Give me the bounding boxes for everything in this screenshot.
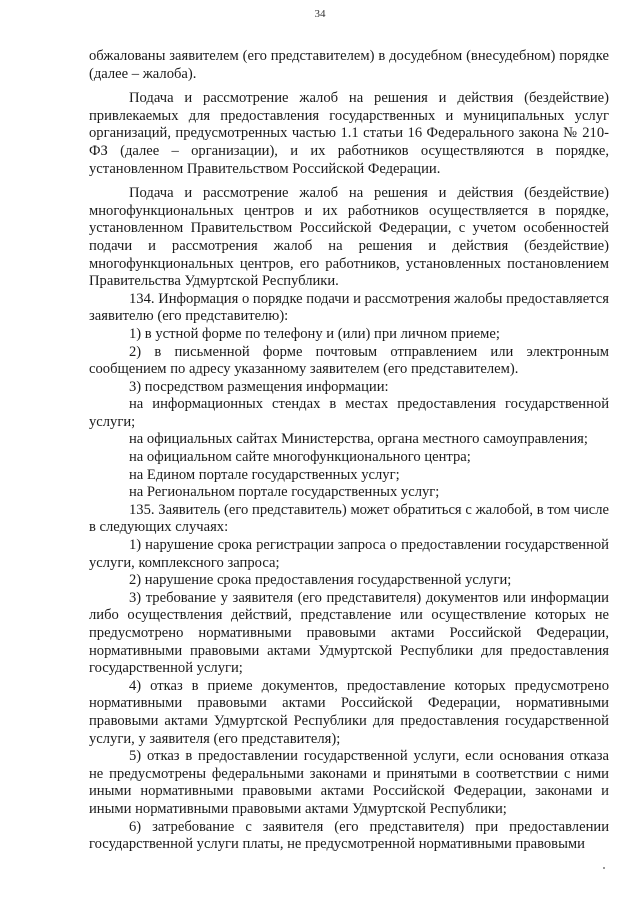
- clause-135: 135. Заявитель (его представитель) может обратиться с жалобой, в том числе в следующих случаях:: [89, 501, 609, 536]
- scan-speck: [603, 867, 605, 869]
- paragraph-mfc-complaints: Подача и рассмотрение жалоб на решения и действия (бездействие) многофункциональных центров и их работников осуществляется в порядке, установленном Правительством Российской Федерации, с учетом особенностей подачи и рассмотрения жалоб на решения и действия (бездействие) многофункциональных центров, его работников, установленных постановлением Правительства Удмуртской Республики.: [89, 185, 609, 290]
- clause-135-item-4: 4) отказ в приеме документов, предоставление которых предусмотрено нормативными правовыми актами Российской Федерации, нормативными правовыми актами Удмуртской Республики для предоставления государственной услуги, у заявителя (его представителя);: [89, 677, 609, 747]
- mfc-site-line: на официальном сайте многофункционального центра;: [129, 449, 471, 466]
- clause-135-item-5: 5) отказ в предоставлении государственной услуги, если основания отказа не предусмотрены федеральными законами и принятыми в соответствии с ними иными нормативными правовыми актами Российской Федерации, законами и иными нормативными правовыми актами Удмуртской Республики;: [89, 748, 609, 817]
- clause-135-item-2: 2) нарушение срока предоставления государственной услуги;: [129, 572, 512, 589]
- info-stands-line: на информационных стендах в местах предоставления государственной услуги;: [89, 396, 609, 430]
- clause-134-item-2: 2) в письменной форме почтовым отправлением или электронным сообщением по адресу указанному заявителем (его представителем).: [89, 343, 609, 378]
- regional-portal-line: на Региональном портале государственных услуг;: [129, 484, 440, 501]
- unified-portal-line: на Едином портале государственных услуг;: [129, 466, 400, 483]
- official-sites-line: на официальных сайтах Министерства, органа местного самоуправления;: [129, 431, 588, 448]
- paragraph-organizations-complaints: Подача и рассмотрение жалоб на решения и действия (бездействие) привлекаемых для предоставления государственных и муниципальных услуг организаций, предусмотренных частью 1.1 статьи 16 Федерального закона № 210-ФЗ (далее – организации), и их работников осуществляются в порядке, установленном Правительством Российской Федерации.: [89, 90, 609, 177]
- clause-135-item-6: 6) затребование с заявителя (его представителя) при предоставлении государственной услуги платы, не предусмотренной нормативными правовыми: [89, 818, 609, 853]
- clause-135-item-3: 3) требование у заявителя (его представителя) документов или информации либо осуществления действий, представление или осуществление которых не предусмотрено нормативными правовыми актами Российской Федерации, нормативными правовыми актами Удмуртской Республики для предоставления государственной услуги;: [89, 589, 609, 677]
- paragraph-continuation: обжалованы заявителем (его представителем) в досудебном (внесудебном) порядке (далее – жалоба).: [89, 48, 609, 82]
- document-body: [89, 48, 609, 854]
- clause-134-item-3: 3) посредством размещения информации:: [129, 378, 389, 395]
- page-number: 34: [314, 8, 326, 20]
- clause-135-item-1: 1) нарушение срока регистрации запроса о предоставлении государственной услуги, комплексного запроса;: [89, 537, 609, 571]
- clause-134-item-1: 1) в устной форме по телефону и (или) при личном приеме;: [129, 325, 500, 342]
- clause-134: 134. Информация о порядке подачи и рассмотрения жалобы предоставляется заявителю (его представителю):: [89, 290, 609, 325]
